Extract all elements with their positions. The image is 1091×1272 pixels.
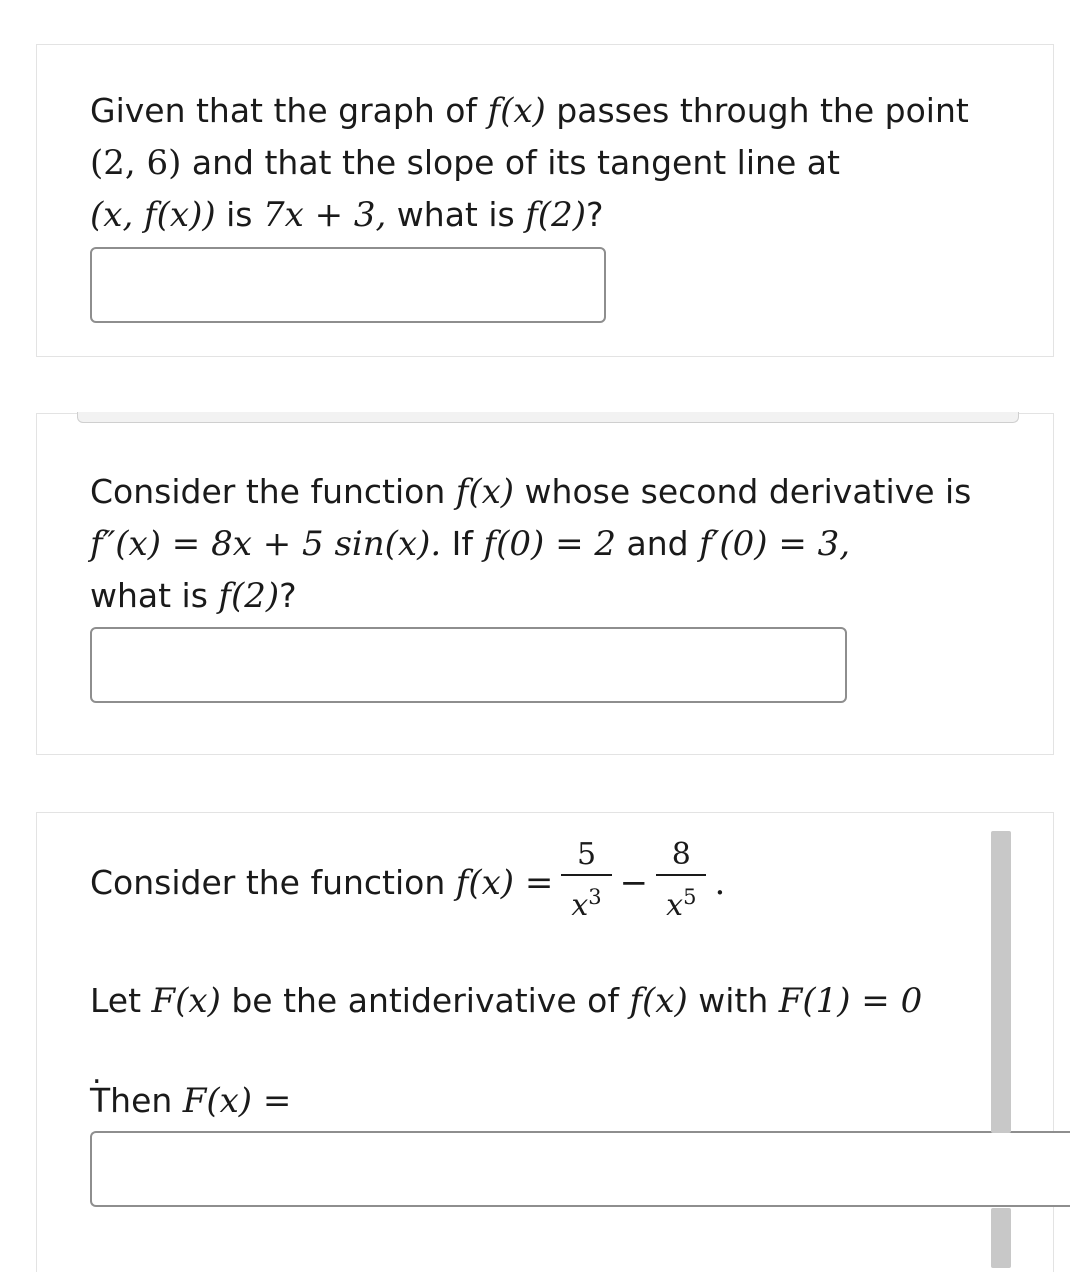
question-1-line-2: (2, 6) and that the slope of its tangent line at: [90, 143, 840, 183]
question-1-line-3: (x, f(x)) is 7x + 3, what is f(2)?: [90, 195, 604, 235]
question-2-line-3: what is f(2)?: [90, 576, 297, 616]
question-card-1: [36, 44, 1054, 357]
trailing-period: .: [92, 1056, 102, 1091]
question-2-line-1: Consider the function f(x) whose second derivative is: [90, 472, 972, 512]
question-3-line-1: Consider the function f(x) = $\frac{5}{x^3}$ − $\frac{8}{x^5}$ .: [90, 837, 726, 923]
question-1-line-1: Given that the graph of f(x) passes through the point: [90, 91, 969, 131]
vertical-scrollbar-lower[interactable]: [991, 1208, 1011, 1268]
question-2-line-2: f″(x) = 8x + 5 sin(x). If f(0) = 2 and f′(0) = 3,: [90, 524, 851, 564]
question-3-line-3: Then F(x) =: [90, 1081, 292, 1121]
question-card-2: [36, 413, 1054, 755]
question-3-line-2: Let F(x) be the antiderivative of f(x) with F(1) = 0: [90, 981, 923, 1021]
answer-input-1[interactable]: [90, 247, 606, 323]
answer-input-2[interactable]: [90, 627, 847, 703]
fraction-5-over-x3: $\frac{5}{x^3}$: [561, 836, 611, 925]
fraction-8-over-x5: $\frac{8}{x^5}$: [656, 836, 706, 925]
collapsed-panel-edge: [77, 412, 1019, 423]
vertical-scrollbar[interactable]: [991, 831, 1011, 1133]
answer-input-3[interactable]: [90, 1131, 1070, 1207]
question-card-3: [36, 812, 1054, 1272]
